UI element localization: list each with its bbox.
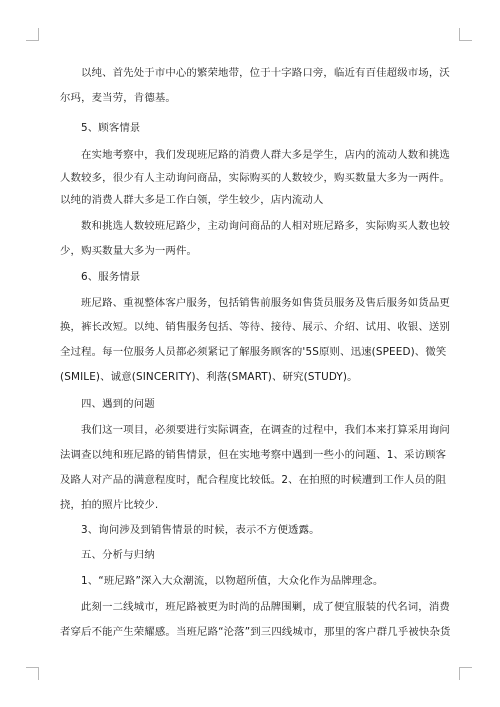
text-line: 数和挑选人数较班尼路少，主动询问商品的人相对班尼路多，实际购买人数也较 [81,220,450,232]
text-line: 换，裤长改短。以纯、销售服务包括、等待、接待、展示、介绍、试用、收银、送别 [60,321,450,333]
text-line: 少，购买数量大多为一两件。 [60,245,198,257]
crop-mark-top-left [26,28,39,41]
text-line: 尔玛，麦当劳，肯德基。 [60,92,176,104]
section-heading: 五、分析与归纳 [81,549,155,561]
text-line: 全过程。每一位服务人员都必须紧记了解服务顾客的'5S原则、迅速(SPEED)、微笑 [60,346,447,358]
text-line: 班尼路、重视整体客户服务，包括销售前服务如售货员服务及售后服务如货品更 [81,297,450,309]
text-line: 在实地考察中，我们发现班尼路的消费人群大多是学生，店内的流动人数和挑选 [81,149,450,161]
text-line: 以纯、首先处于市中心的繁荣地带，位于十字路口旁，临近有百佳超级市场，沃 [81,67,450,79]
text-line: 者穿后不能产生荣耀感。当班尼路“沦落”到三四线城市，那里的客户群几乎被快杂货 [60,626,451,638]
text-line: 法调查以纯和班尼路的销售情景，但在实地考察中遇到一些小的问题、1、采访顾客 [60,449,447,461]
section-heading: 5、顾客情景 [81,122,141,134]
text-line: 以纯的消费人群大多是工作白领，学生较少，店内流动人 [60,194,324,206]
text-line: (SMILE)、诚意(SINCERITY)、利落(SMART)、研究(STUDY)。 [60,371,358,383]
text-line: 我们这一项目，必须要进行实际调查，在调查的过程中，我们本来打算采用询问 [81,424,450,436]
text-line: 1、“班尼路”深入大众潮流，以物超所值，大众化作为品牌理念。 [81,575,384,587]
section-heading: 四、遇到的问题 [81,398,155,410]
crop-mark-bottom-left [26,667,39,680]
section-heading: 6、服务情景 [81,271,141,283]
text-line: 3、询问涉及到销售情景的时候，表示不方便透露。 [81,524,320,536]
text-line: 及路人对产品的满意程度时，配合程度比较低。2、在拍照的时候遭到工作人员的阻 [60,474,447,486]
crop-mark-top-right [459,28,472,41]
text-line: 挠，拍的照片比较少. [60,499,159,511]
text-line: 此刻一二线城市，班尼路被更为时尚的品牌围剿，成了便宜服装的代名词，消费 [81,601,450,613]
crop-mark-bottom-right [459,667,472,680]
text-line: 人数较多，很少有人主动询问商品，实际购买的人数较少，购买数量大多为一两件。 [60,172,450,184]
